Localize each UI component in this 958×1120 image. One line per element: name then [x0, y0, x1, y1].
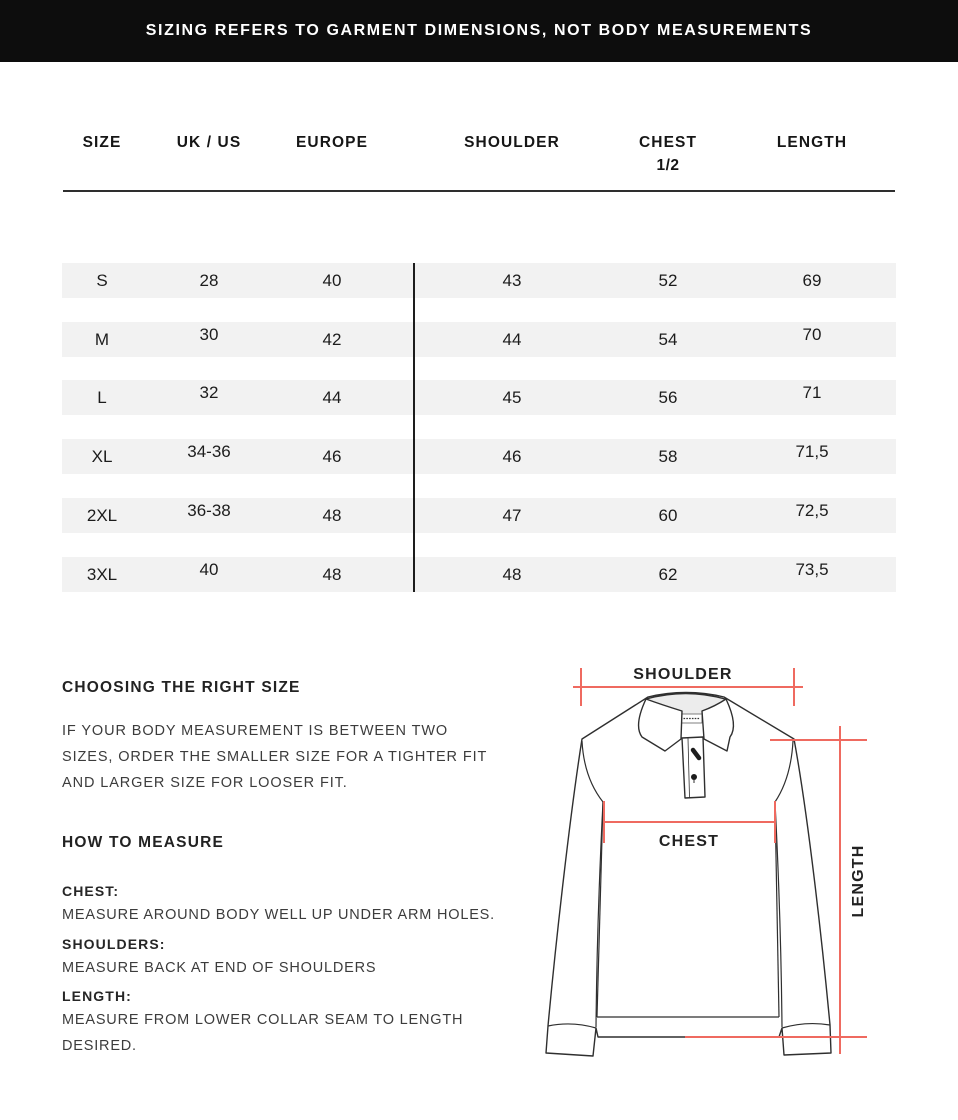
- measure-item-text: MEASURE AROUND BODY WELL UP UNDER ARM HOLES.: [62, 907, 495, 923]
- cell-europe: 48: [322, 506, 342, 525]
- column-header-europe: EUROPE: [295, 134, 369, 151]
- measure-item-label: CHEST:: [62, 883, 120, 899]
- table-row-2xl: [62, 498, 896, 533]
- table-row-xl: [62, 439, 896, 474]
- placket: [682, 737, 705, 798]
- measure-item-length: [62, 986, 463, 1059]
- cell-europe: 46: [322, 447, 342, 466]
- column-header-size: SIZE: [82, 134, 122, 151]
- cell-shoulder: 43: [502, 271, 522, 290]
- cell-europe: 48: [322, 565, 342, 584]
- cell-uk-us: 30: [199, 325, 219, 344]
- paragraph-line: SIZES, ORDER THE SMALLER SIZE FOR A TIGHTER FIT: [62, 749, 488, 765]
- table-row-3xl: [62, 557, 896, 592]
- measure-item-text: DESIRED.: [62, 1038, 137, 1054]
- cell-uk-us: 36-38: [187, 501, 231, 520]
- cell-size: M: [94, 330, 110, 349]
- measure-item-text: MEASURE FROM LOWER COLLAR SEAM TO LENGTH: [62, 1012, 464, 1028]
- polo-shirt-illustration: [546, 693, 831, 1057]
- cell-shoulder: 46: [502, 447, 522, 466]
- disclaimer-banner: [0, 0, 958, 62]
- cell-chest: 52: [658, 271, 678, 290]
- button-bottom: [691, 774, 697, 780]
- choosing-size-paragraph: [62, 718, 487, 796]
- paragraph-line: IF YOUR BODY MEASUREMENT IS BETWEEN TWO: [62, 723, 449, 739]
- column-header-chest: [639, 134, 697, 174]
- disclaimer-text: SIZING REFERS TO GARMENT DIMENSIONS, NOT BODY MEASUREMENTS: [145, 22, 813, 39]
- cell-europe: 44: [322, 388, 342, 407]
- diagram-chest-label: CHEST: [658, 833, 720, 850]
- column-header-chest-line2: 1/2: [656, 157, 680, 174]
- cell-uk-us: 34-36: [187, 442, 231, 461]
- cell-size: 2XL: [86, 506, 118, 525]
- table-row-s: [62, 263, 896, 298]
- measure-item-label: SHOULDERS:: [62, 936, 166, 952]
- column-header-uk-us: UK / US: [176, 134, 242, 151]
- cell-length: 72,5: [795, 501, 829, 520]
- cell-chest: 62: [658, 565, 678, 584]
- cell-shoulder: 48: [502, 565, 522, 584]
- measure-item-shoulders: [62, 934, 376, 981]
- cell-size: XL: [91, 447, 113, 466]
- cell-chest: 54: [658, 330, 678, 349]
- cell-shoulder: 47: [502, 506, 522, 525]
- cell-length: 73,5: [795, 560, 829, 579]
- paragraph-line: AND LARGER SIZE FOR LOOSER FIT.: [62, 775, 348, 791]
- table-row-m: [62, 322, 896, 357]
- cell-length: 71: [802, 383, 822, 402]
- choosing-size-title: CHOOSING THE RIGHT SIZE: [62, 679, 301, 696]
- cell-length: 71,5: [795, 442, 829, 461]
- measurement-diagram: [530, 650, 958, 1120]
- diagram-length-label: LENGTH: [850, 844, 867, 918]
- header-underline: [63, 190, 895, 192]
- column-header-chest-line1: CHEST: [638, 134, 698, 151]
- diagram-shoulder-label: SHOULDER: [633, 666, 733, 683]
- column-header-shoulder: SHOULDER: [464, 134, 560, 151]
- cell-shoulder: 44: [502, 330, 522, 349]
- cell-europe: 42: [322, 330, 342, 349]
- table-vertical-divider: [413, 263, 415, 592]
- how-to-measure-title: HOW TO MEASURE: [62, 834, 225, 851]
- cell-uk-us: 40: [199, 560, 219, 579]
- measure-item-text: MEASURE BACK AT END OF SHOULDERS: [62, 960, 377, 976]
- cell-size: 3XL: [86, 565, 118, 584]
- cell-chest: 58: [658, 447, 678, 466]
- column-header-length: LENGTH: [776, 134, 848, 151]
- table-row-l: [62, 380, 896, 415]
- cell-chest: 60: [658, 506, 678, 525]
- cell-europe: 40: [322, 271, 342, 290]
- cell-chest: 56: [658, 388, 678, 407]
- cell-uk-us: 28: [199, 271, 219, 290]
- cell-uk-us: 32: [199, 383, 219, 402]
- cell-size: S: [96, 271, 108, 290]
- measure-item-chest: [62, 881, 495, 928]
- cell-shoulder: 45: [502, 388, 522, 407]
- cell-length: 69: [802, 271, 822, 290]
- polo-shirt-diagram-svg: [530, 650, 958, 1120]
- measure-item-label: LENGTH:: [62, 988, 132, 1004]
- cell-length: 70: [802, 325, 822, 344]
- cell-size: L: [97, 388, 107, 407]
